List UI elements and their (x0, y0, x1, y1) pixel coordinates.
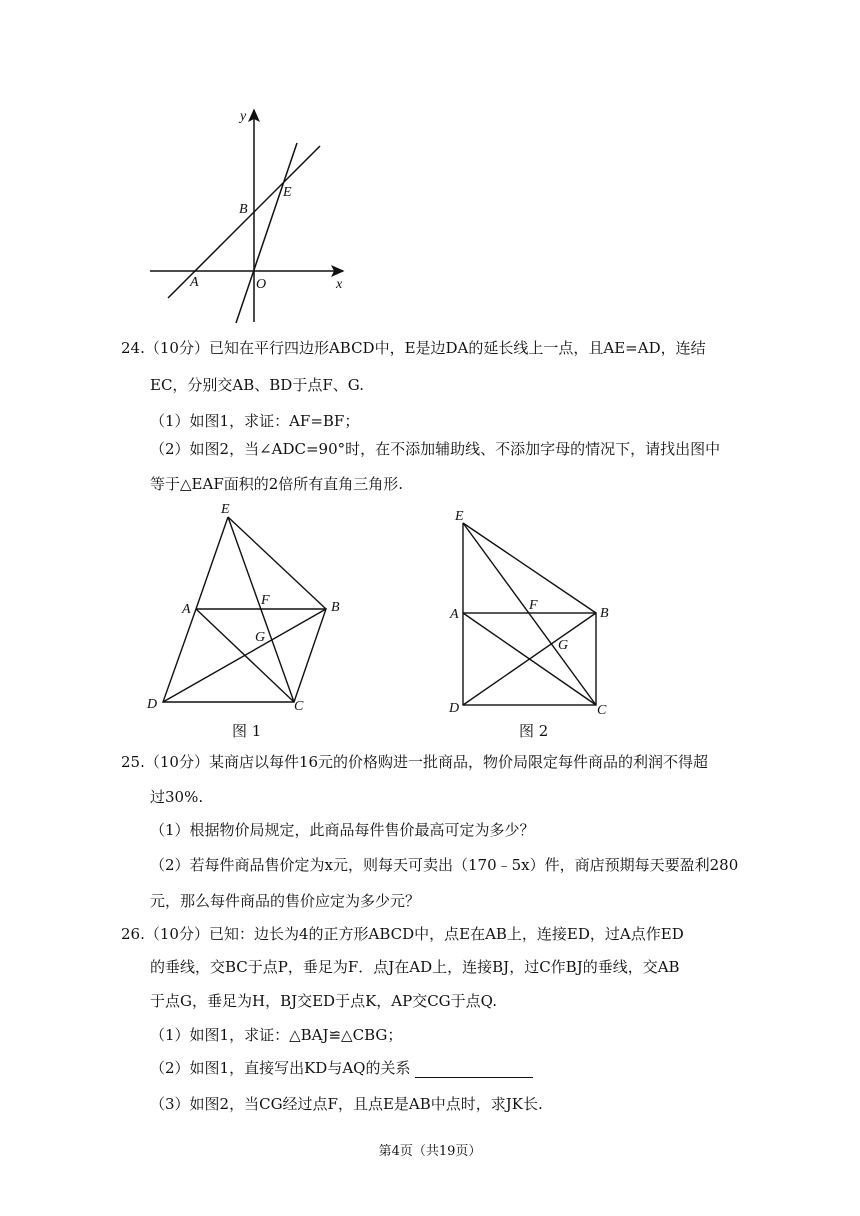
line-OE (236, 143, 297, 323)
label-x: x (336, 277, 343, 292)
q26-line3: 于点G，垂足为H，BJ交ED于点K，AP交CG于点Q. (150, 992, 497, 1010)
q25-line1: 25.（10分）某商店以每件16元的价格购进一批商品，物价局限定每件商品的利润不得超 (121, 753, 709, 771)
f1-label-E: E (221, 502, 230, 517)
label-B: B (239, 202, 248, 217)
f2-label-D: D (449, 701, 460, 716)
q26-part1: （1）如图1，求证：△BAJ≌△CBG； (150, 1026, 403, 1044)
label-E: E (283, 185, 292, 200)
figure-2-caption: 图 2 (519, 722, 549, 740)
f1-label-G: G (255, 630, 266, 645)
q26-part2-row (150, 1058, 533, 1078)
q25-part2b: 元，那么每件商品的售价应定为多少元？ (150, 892, 421, 910)
q26-part2: （2）如图1，直接写出KD与AQ的关系 (150, 1059, 411, 1077)
f1-label-B: B (331, 600, 340, 615)
label-A: A (190, 275, 199, 290)
q26-line2: 的垂线，交BC于点P，垂足为F．点J在AD上，连接BJ，过C作BJ的垂线，交AB (150, 958, 680, 976)
f1-label-D: D (147, 697, 158, 712)
q25-part1: （1）根据物价局规定，此商品每件售价最高可定为多少？ (150, 821, 535, 839)
label-O: O (256, 277, 267, 292)
figure-1-caption: 图 1 (232, 722, 262, 740)
f2-label-C: C (597, 703, 607, 718)
f1-label-A: A (182, 602, 191, 617)
q25-part2a: （2）若每件商品售价定为x元，则每天可卖出（170﹣5x）件，商店预期每天要盈利280 (150, 856, 739, 874)
q26-line1: 26.（10分）已知：边长为4的正方形ABCD中，点E在AB上，连接ED，过A点作ED (121, 925, 684, 943)
f2-label-A: A (450, 607, 459, 622)
f2-label-E: E (455, 509, 464, 524)
q24-line1: 24.（10分）已知在平行四边形ABCD中，E是边DA的延长线上一点，且AE=AD，连结 (121, 339, 706, 357)
f2-label-B: B (600, 606, 609, 621)
f1-label-C: C (294, 699, 304, 714)
q25-line2: 过30%. (150, 788, 204, 806)
answer-blank (415, 1063, 533, 1078)
page-footer: 第4页（共19页） (378, 1144, 482, 1159)
label-y: y (240, 109, 247, 124)
f2-label-G: G (558, 638, 569, 653)
figure-2 (0, 500, 860, 740)
f2-label-F: F (529, 598, 538, 613)
q24-part2a: （2）如图2，当∠ADC=90°时，在不添加辅助线、不添加字母的情况下，请找出图中 (150, 440, 721, 458)
f1-label-F: F (261, 593, 270, 608)
segment-EC (463, 523, 596, 705)
coordinate-figure (0, 0, 860, 340)
q24-line2: EC，分别交AB、BD于点F、G. (150, 376, 364, 394)
q24-part2b: 等于△EAF面积的2倍所有直角三角形. (150, 475, 404, 493)
q26-part3: （3）如图2，当CG经过点F，且点E是AB中点时，求JK长. (150, 1095, 543, 1113)
q24-part1: （1）如图1，求证：AF=BF； (150, 412, 360, 430)
